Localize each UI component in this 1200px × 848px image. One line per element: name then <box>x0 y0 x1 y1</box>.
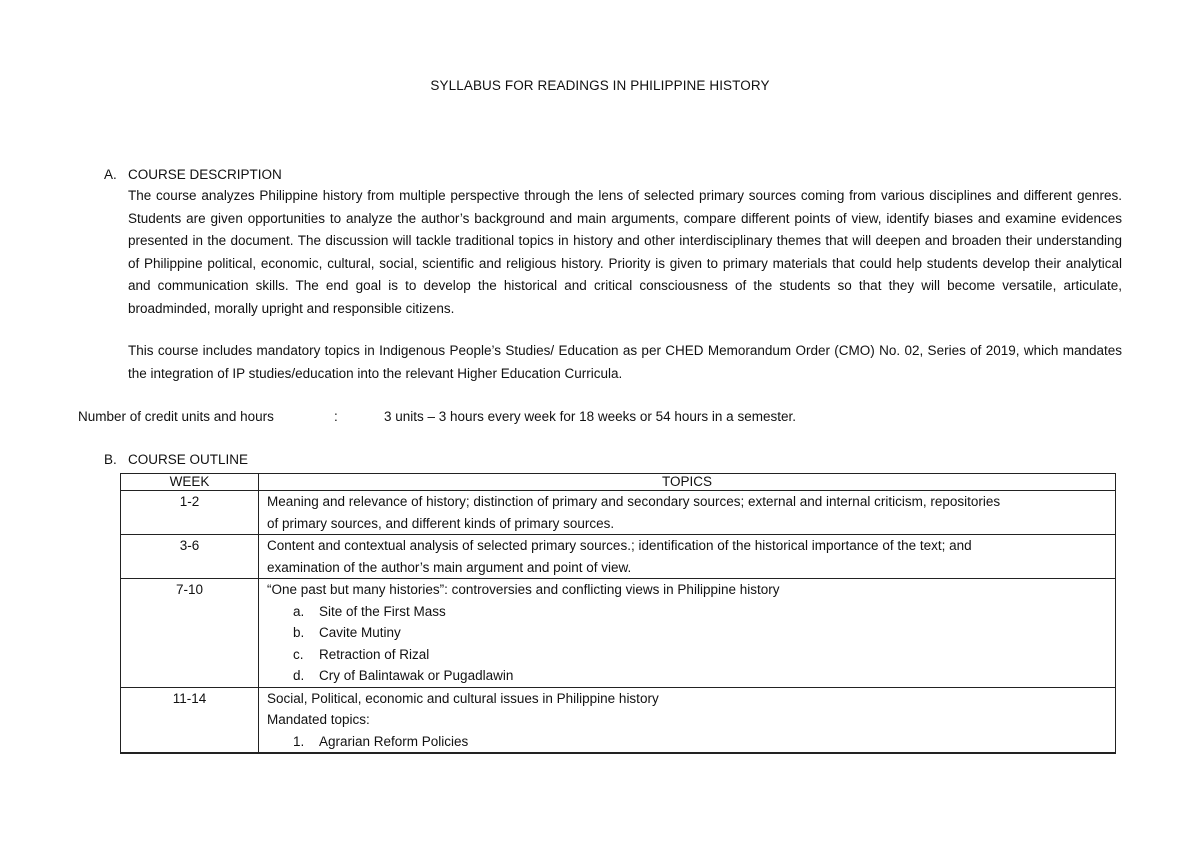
credit-colon: : <box>334 409 338 424</box>
table-row <box>121 687 1116 753</box>
list-item-text: Cry of Balintawak or Pugadlawin <box>319 668 514 683</box>
topic-line: examination of the author’s main argument and point of view. <box>267 559 632 575</box>
section-a-letter: A. <box>104 167 117 182</box>
section-b-letter: B. <box>104 452 117 467</box>
topic-line: of primary sources, and different kinds of primary sources. <box>267 515 615 531</box>
week-cell: 1-2 <box>121 491 259 535</box>
topics-cell <box>259 535 1116 579</box>
topics-cell <box>259 687 1116 753</box>
week-cell: 3-6 <box>121 535 259 579</box>
list-item-text: Site of the First Mass <box>319 603 446 619</box>
table-row <box>121 579 1116 688</box>
week-cell: 11-14 <box>121 687 259 753</box>
list-item <box>267 622 1107 644</box>
ip-studies-paragraph: This course includes mandatory topics in Indigenous People’s Studies/ Education as per CHED Memorandum Order (CMO) No. 02, Series of 2019, which mandates the integration of IP studies/education into the relevant Higher Education Curricula. <box>128 343 1122 381</box>
list-marker: a. <box>293 603 305 619</box>
table-row <box>121 491 1116 535</box>
topics-cell <box>259 579 1116 688</box>
list-item <box>267 731 1107 753</box>
list-marker: c. <box>293 646 304 662</box>
topics-column-header: TOPICS <box>259 474 1116 491</box>
table-row <box>121 535 1116 579</box>
list-marker: b. <box>293 625 305 640</box>
course-description-paragraph: The course analyzes Philippine history from multiple perspective through the lens of selected primary sources coming from various disciplines and different genres. Students are given opportunities to analyze the author’s background and main arguments, compare different points of view, identify biases and examine evidences presented in the document. The discussion will tackle traditional topics in history and other interdisciplinary themes that will deepen and broaden their understanding of Philippine political, economic, cultural, social, scientific and religious history. Priority is given to primary materials that could help students develop their analytical and communication skills. The end goal is to develop the historical and critical consciousness of the students so that they will become versatile, articulate, broadminded, morally upright and responsible citizens. <box>128 188 1122 316</box>
list-item-text: Agrarian Reform Policies <box>319 733 469 749</box>
credit-value: 3 units – 3 hours every week for 18 weeks or 54 hours in a semester. <box>384 409 796 424</box>
section-b-heading <box>104 452 248 467</box>
table-header-row <box>121 474 1116 491</box>
list-marker: d. <box>293 668 305 683</box>
document-title: SYLLABUS FOR READINGS IN PHILIPPINE HISTORY <box>430 78 770 93</box>
list-item <box>267 665 1107 687</box>
topic-line: Content and contextual analysis of selected primary sources.; identification of the historical importance of the text; and <box>267 538 972 553</box>
section-b-title: COURSE OUTLINE <box>128 452 249 467</box>
section-a-title: COURSE DESCRIPTION <box>128 167 282 182</box>
week-column-header: WEEK <box>121 474 259 491</box>
course-outline-table <box>120 473 1116 754</box>
topic-line: Mandated topics: <box>267 712 370 727</box>
list-item <box>267 601 1107 623</box>
list-item <box>267 644 1107 666</box>
credit-units-row <box>78 409 796 424</box>
list-marker: 1. <box>293 733 305 749</box>
topic-line: Social, Political, economic and cultural issues in Philippine history <box>267 690 659 706</box>
topic-line: “One past but many histories”: controversies and conflicting views in Philippine history <box>267 582 780 597</box>
section-a-heading <box>104 167 282 182</box>
list-item-text: Retraction of Rizal <box>319 646 430 662</box>
topics-cell <box>259 491 1116 535</box>
credit-label: Number of credit units and hours <box>78 409 274 424</box>
week-cell: 7-10 <box>121 579 259 688</box>
list-item-text: Cavite Mutiny <box>319 625 401 640</box>
topic-line: Meaning and relevance of history; distinction of primary and secondary sources; external and internal criticism, repositories <box>267 494 1001 509</box>
